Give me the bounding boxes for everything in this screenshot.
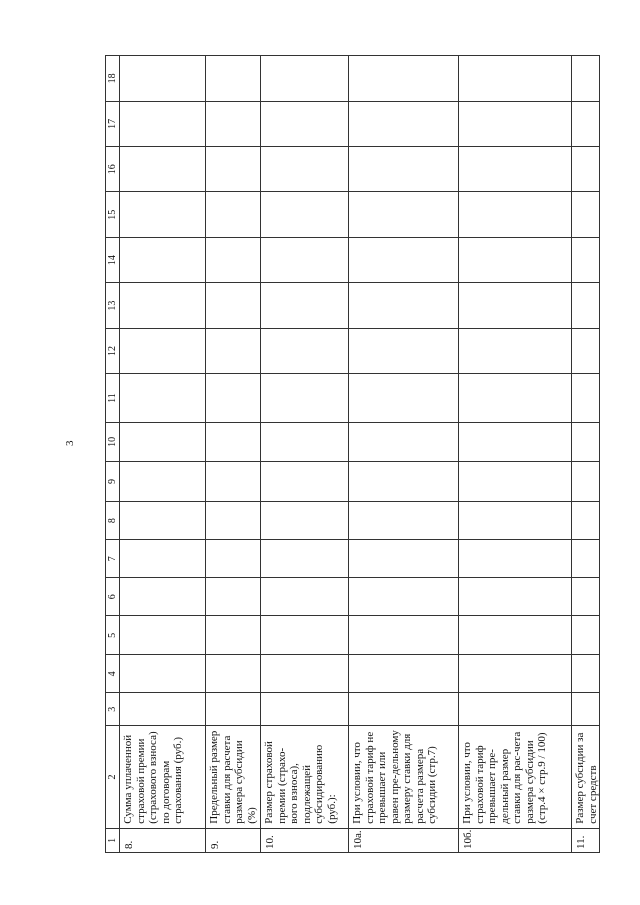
row-label: При условии, что страховой тариф не превышает или равен пре-дельному размеру ставки для расчета размера субсидии (стр.7) bbox=[349, 726, 459, 829]
header-cell: 3 bbox=[106, 693, 120, 726]
data-cell bbox=[120, 101, 206, 146]
header-cell: 12 bbox=[106, 328, 120, 373]
data-cell bbox=[120, 192, 206, 237]
data-cell bbox=[261, 422, 349, 461]
data-cell bbox=[572, 147, 600, 192]
data-cell bbox=[206, 237, 261, 282]
data-cell bbox=[261, 237, 349, 282]
data-cell bbox=[206, 283, 261, 328]
data-cell bbox=[120, 655, 206, 693]
row-label: Сумма уплаченной страховой премии (страхового взноса) по договорам страхования (руб.) bbox=[120, 726, 206, 829]
data-cell bbox=[206, 502, 261, 540]
data-cell bbox=[261, 655, 349, 693]
data-cell bbox=[261, 578, 349, 616]
data-cell bbox=[349, 147, 459, 192]
header-cell: 16 bbox=[106, 147, 120, 192]
header-cell: 10 bbox=[106, 422, 120, 461]
data-cell bbox=[459, 192, 572, 237]
data-cell bbox=[572, 693, 600, 726]
data-cell bbox=[261, 616, 349, 655]
data-cell bbox=[459, 578, 572, 616]
data-cell bbox=[349, 502, 459, 540]
row-number: 10. bbox=[261, 828, 349, 852]
table-container bbox=[105, 55, 599, 853]
data-cell bbox=[349, 192, 459, 237]
data-cell bbox=[120, 283, 206, 328]
table-row bbox=[349, 56, 459, 853]
data-cell bbox=[572, 283, 600, 328]
data-cell bbox=[261, 56, 349, 102]
row-label: При условии, что страховой тариф превышает пре-дельный размер ставки для рас-чета размера субсидии (стр.4 × стр.9 / 100) bbox=[459, 726, 572, 829]
data-cell bbox=[349, 374, 459, 423]
data-cell bbox=[349, 237, 459, 282]
table-row bbox=[120, 56, 206, 853]
data-cell bbox=[349, 283, 459, 328]
data-cell bbox=[572, 502, 600, 540]
data-cell bbox=[572, 101, 600, 146]
data-cell bbox=[206, 328, 261, 373]
data-cell bbox=[261, 374, 349, 423]
data-cell bbox=[459, 56, 572, 102]
data-cell bbox=[261, 328, 349, 373]
header-cell: 14 bbox=[106, 237, 120, 282]
header-cell: 15 bbox=[106, 192, 120, 237]
table-row bbox=[206, 56, 261, 853]
data-cell bbox=[459, 147, 572, 192]
data-cell bbox=[120, 616, 206, 655]
data-cell bbox=[120, 578, 206, 616]
row-number: 11. bbox=[572, 828, 600, 852]
data-cell bbox=[349, 56, 459, 102]
header-cell: 9 bbox=[106, 461, 120, 501]
header-cell: 13 bbox=[106, 283, 120, 328]
row-number: 9. bbox=[206, 828, 261, 852]
data-cell bbox=[459, 328, 572, 373]
table-row bbox=[261, 56, 349, 853]
data-cell bbox=[206, 422, 261, 461]
data-cell bbox=[572, 328, 600, 373]
data-cell bbox=[206, 578, 261, 616]
data-cell bbox=[349, 616, 459, 655]
table-row bbox=[572, 56, 600, 853]
data-cell bbox=[572, 422, 600, 461]
data-cell bbox=[459, 461, 572, 501]
data-cell bbox=[459, 283, 572, 328]
data-cell bbox=[572, 56, 600, 102]
data-cell bbox=[349, 101, 459, 146]
data-cell bbox=[261, 147, 349, 192]
data-cell bbox=[261, 461, 349, 501]
subsidy-calculation-table bbox=[105, 55, 600, 853]
data-cell bbox=[572, 616, 600, 655]
data-cell bbox=[349, 655, 459, 693]
data-cell bbox=[349, 578, 459, 616]
data-cell bbox=[459, 540, 572, 578]
data-cell bbox=[459, 616, 572, 655]
data-cell bbox=[206, 540, 261, 578]
data-cell bbox=[572, 578, 600, 616]
row-label: Размер страховой премии (страхо-вого взноса), подлежащей субсидированию (руб.): bbox=[261, 726, 349, 829]
data-cell bbox=[120, 237, 206, 282]
page-number: 3 bbox=[64, 440, 76, 446]
header-cell: 1 bbox=[106, 828, 120, 852]
data-cell bbox=[120, 502, 206, 540]
header-row bbox=[106, 56, 120, 853]
data-cell bbox=[459, 101, 572, 146]
data-cell bbox=[572, 237, 600, 282]
header-cell: 18 bbox=[106, 56, 120, 102]
data-cell bbox=[120, 422, 206, 461]
data-cell bbox=[572, 192, 600, 237]
row-number: 10б. bbox=[459, 828, 572, 852]
row-label: Предельный размер ставки для расчета размера субсидии (%) bbox=[206, 726, 261, 829]
data-cell bbox=[206, 147, 261, 192]
data-cell bbox=[349, 540, 459, 578]
data-cell bbox=[120, 540, 206, 578]
row-number: 10а. bbox=[349, 828, 459, 852]
header-cell: 4 bbox=[106, 655, 120, 693]
data-cell bbox=[120, 693, 206, 726]
data-cell bbox=[261, 192, 349, 237]
header-cell: 11 bbox=[106, 374, 120, 423]
data-cell bbox=[206, 693, 261, 726]
data-cell bbox=[459, 655, 572, 693]
data-cell bbox=[572, 655, 600, 693]
data-cell bbox=[206, 101, 261, 146]
data-cell bbox=[349, 461, 459, 501]
data-cell bbox=[459, 374, 572, 423]
data-cell bbox=[206, 56, 261, 102]
data-cell bbox=[120, 374, 206, 423]
data-cell bbox=[572, 540, 600, 578]
data-cell bbox=[459, 502, 572, 540]
data-cell bbox=[261, 540, 349, 578]
data-cell bbox=[206, 192, 261, 237]
data-cell bbox=[120, 461, 206, 501]
data-cell bbox=[572, 461, 600, 501]
data-cell bbox=[206, 655, 261, 693]
data-cell bbox=[120, 56, 206, 102]
data-cell bbox=[120, 147, 206, 192]
data-cell bbox=[120, 328, 206, 373]
header-cell: 6 bbox=[106, 578, 120, 616]
data-cell bbox=[206, 616, 261, 655]
data-cell bbox=[206, 461, 261, 501]
row-label: Размер субсидии за счет средств bbox=[572, 726, 600, 829]
data-cell bbox=[349, 328, 459, 373]
table-row bbox=[459, 56, 572, 853]
data-cell bbox=[349, 422, 459, 461]
header-cell: 8 bbox=[106, 502, 120, 540]
data-cell bbox=[261, 693, 349, 726]
data-cell bbox=[206, 374, 261, 423]
header-cell: 5 bbox=[106, 616, 120, 655]
data-cell bbox=[261, 283, 349, 328]
header-cell: 2 bbox=[106, 726, 120, 829]
data-cell bbox=[459, 237, 572, 282]
data-cell bbox=[572, 374, 600, 423]
data-cell bbox=[261, 502, 349, 540]
data-cell bbox=[459, 422, 572, 461]
data-cell bbox=[459, 693, 572, 726]
rotated-table-frame bbox=[105, 55, 599, 853]
header-cell: 17 bbox=[106, 101, 120, 146]
header-cell: 7 bbox=[106, 540, 120, 578]
data-cell bbox=[261, 101, 349, 146]
data-cell bbox=[349, 693, 459, 726]
row-number: 8. bbox=[120, 828, 206, 852]
